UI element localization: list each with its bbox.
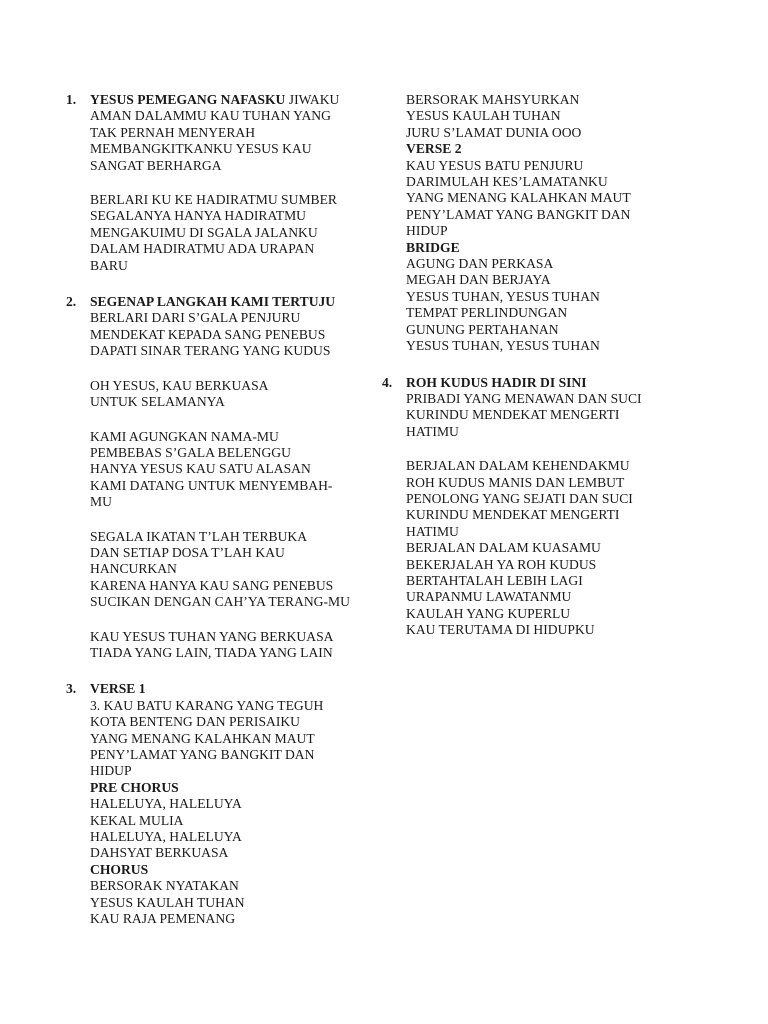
lyric-line: BARU [90,257,128,273]
lyric-line: HATIMU [406,523,459,539]
section-label-bridge: BRIDGE [406,239,460,255]
lyric-line: KAULAH YANG KUPERLU [406,605,571,621]
lyric-line: MENGAKUIMU DI SGALA JALANKU [90,224,318,240]
lyric-line: DAHSYAT BERKUASA [90,845,229,861]
lyric-line: KAU YESUS TUHAN YANG BERKUASA [90,628,334,644]
lyric-line: KURINDU MENDEKAT MENGERTI [406,507,620,523]
lyric-line: GUNUNG PERTAHANAN [406,321,559,337]
song-number: 1. [66,92,77,107]
lyric-line: HALELUYA, HALELUYA [90,829,242,845]
right-column [382,92,682,639]
lyric-line: 3. KAU BATU KARANG YANG TEGUH [90,697,324,713]
lyric-line: SEGALA IKATAN T’LAH TERBUKA [90,528,308,544]
song-title: YESUS PEMEGANG NAFASKU [90,92,286,107]
song-title: SEGENAP LANGKAH KAMI TERTUJU [90,294,336,310]
lyric-line: KURINDU MENDEKAT MENGERTI [406,407,620,423]
lyric-line: KAMI AGUNGKAN NAMA-MU [90,428,279,444]
lyric-line: TIADA YANG LAIN, TIADA YANG LAIN [90,644,333,660]
song-number: 4. [382,374,393,390]
song-title: ROH KUDUS HADIR DI SINI [406,374,587,390]
lyric-line: BERSORAK NYATAKAN [90,878,239,894]
lyric-line: MEGAH DAN BERJAYA [406,272,551,288]
lyric-line: DAN SETIAP DOSA T’LAH KAU [90,544,285,560]
lyric-line: BEKERJALAH YA ROH KUDUS [406,556,597,572]
lyric-line: JURU S’LAMAT DUNIA OOO [406,124,582,140]
song-first-line [90,92,366,108]
lyric-line: OH YESUS, KAU BERKUASA [90,377,269,393]
lyric-line: JIWAKU [285,92,340,107]
lyric-line: MEMBANGKITKANKU YESUS KAU [90,141,312,157]
lyric-line: MU [90,494,112,510]
lyric-line: YESUS KAULAH TUHAN [90,894,245,910]
lyric-line: KAMI DATANG UNTUK MENYEMBAH- [90,477,333,493]
lyric-line: KAU TERUTAMA DI HIDUPKU [406,622,595,638]
lyric-line: BERJALAN DALAM KUASAMU [406,540,601,556]
lyric-line: AGUNG DAN PERKASA [406,256,554,272]
lyric-line: HALELUYA, HALELUYA [90,796,242,812]
lyric-line: SUCIKAN DENGAN CAH’YA TERANG-MU [90,594,350,610]
lyric-line: YESUS TUHAN, YESUS TUHAN [406,288,600,304]
lyric-line: KAU RAJA PEMENANG [90,911,236,927]
lyric-line: KARENA HANYA KAU SANG PENEBUS [90,577,334,593]
lyric-line: HIDUP [406,223,448,239]
lyric-line: YESUS TUHAN, YESUS TUHAN [406,338,600,354]
section-label-chorus: CHORUS [90,861,149,877]
lyric-line: PEMBEBAS S’GALA BELENGGU [90,444,291,460]
song-4 [382,375,682,639]
lyric-line: DARIMULAH KES’LAMATANKU [406,174,608,190]
lyric-line: BERLARI DARI S’GALA PENJURU [90,310,301,326]
lyric-line: SANGAT BERHARGA [90,157,222,173]
song-3 [66,681,366,927]
lyric-line: URAPANMU LAWATANMU [406,589,572,605]
lyric-line: BERTAHTALAH LEBIH LAGI [406,572,583,588]
lyric-line: YESUS KAULAH TUHAN [406,108,561,124]
section-label-pre-chorus: PRE CHORUS [90,779,179,795]
lyric-line: BERJALAN DALAM KEHENDAKMU [406,458,630,474]
lyric-line: PENOLONG YANG SEJATI DAN SUCI [406,490,633,506]
lyric-line: KEKAL MULIA [90,812,184,828]
lyric-line: HANYA YESUS KAU SATU ALASAN [90,461,311,477]
lyric-line: YANG MENANG KALAHKAN MAUT [90,730,315,746]
lyric-line: PRIBADI YANG MENAWAN DAN SUCI [406,390,642,406]
section-label-verse-2: VERSE 2 [406,141,462,157]
lyric-line: HIDUP [90,763,132,779]
lyric-line: UNTUK SELAMANYA [90,394,225,410]
left-column [66,92,366,927]
song-number: 2. [66,294,77,310]
lyric-line: TEMPAT PERLINDUNGAN [406,305,568,321]
lyric-line: DAPATI SINAR TERANG YANG KUDUS [90,343,331,359]
song-2 [66,294,366,661]
lyric-line: KAU YESUS BATU PENJURU [406,157,584,173]
lyric-line: BERLARI KU KE HADIRATMU SUMBER [90,192,337,208]
song-3-continued [382,92,682,355]
lyric-line: HATIMU [406,423,459,439]
lyric-line: SEGALANYA HANYA HADIRATMU [90,208,306,224]
lyric-line: BERSORAK MAHSYURKAN [406,92,580,107]
lyric-line: KOTA BENTENG DAN PERISAIKU [90,714,300,730]
song-1 [66,92,366,274]
lyric-line: TAK PERNAH MENYERAH [90,124,256,140]
lyric-line: HANCURKAN [90,561,177,577]
lyric-line: YANG MENANG KALAHKAN MAUT [406,190,631,206]
lyric-line: ROH KUDUS MANIS DAN LEMBUT [406,474,625,490]
lyric-line: PENY’LAMAT YANG BANGKIT DAN [90,747,315,762]
lyric-line: DALAM HADIRATMU ADA URAPAN [90,241,315,257]
lyric-line: PENY’LAMAT YANG BANGKIT DAN [406,206,631,222]
song-number: 3. [66,681,77,697]
lyric-line: AMAN DALAMMU KAU TUHAN YANG [90,108,331,124]
lyric-line: MENDEKAT KEPADA SANG PENEBUS [90,326,326,342]
section-label-verse-1: VERSE 1 [90,681,146,697]
